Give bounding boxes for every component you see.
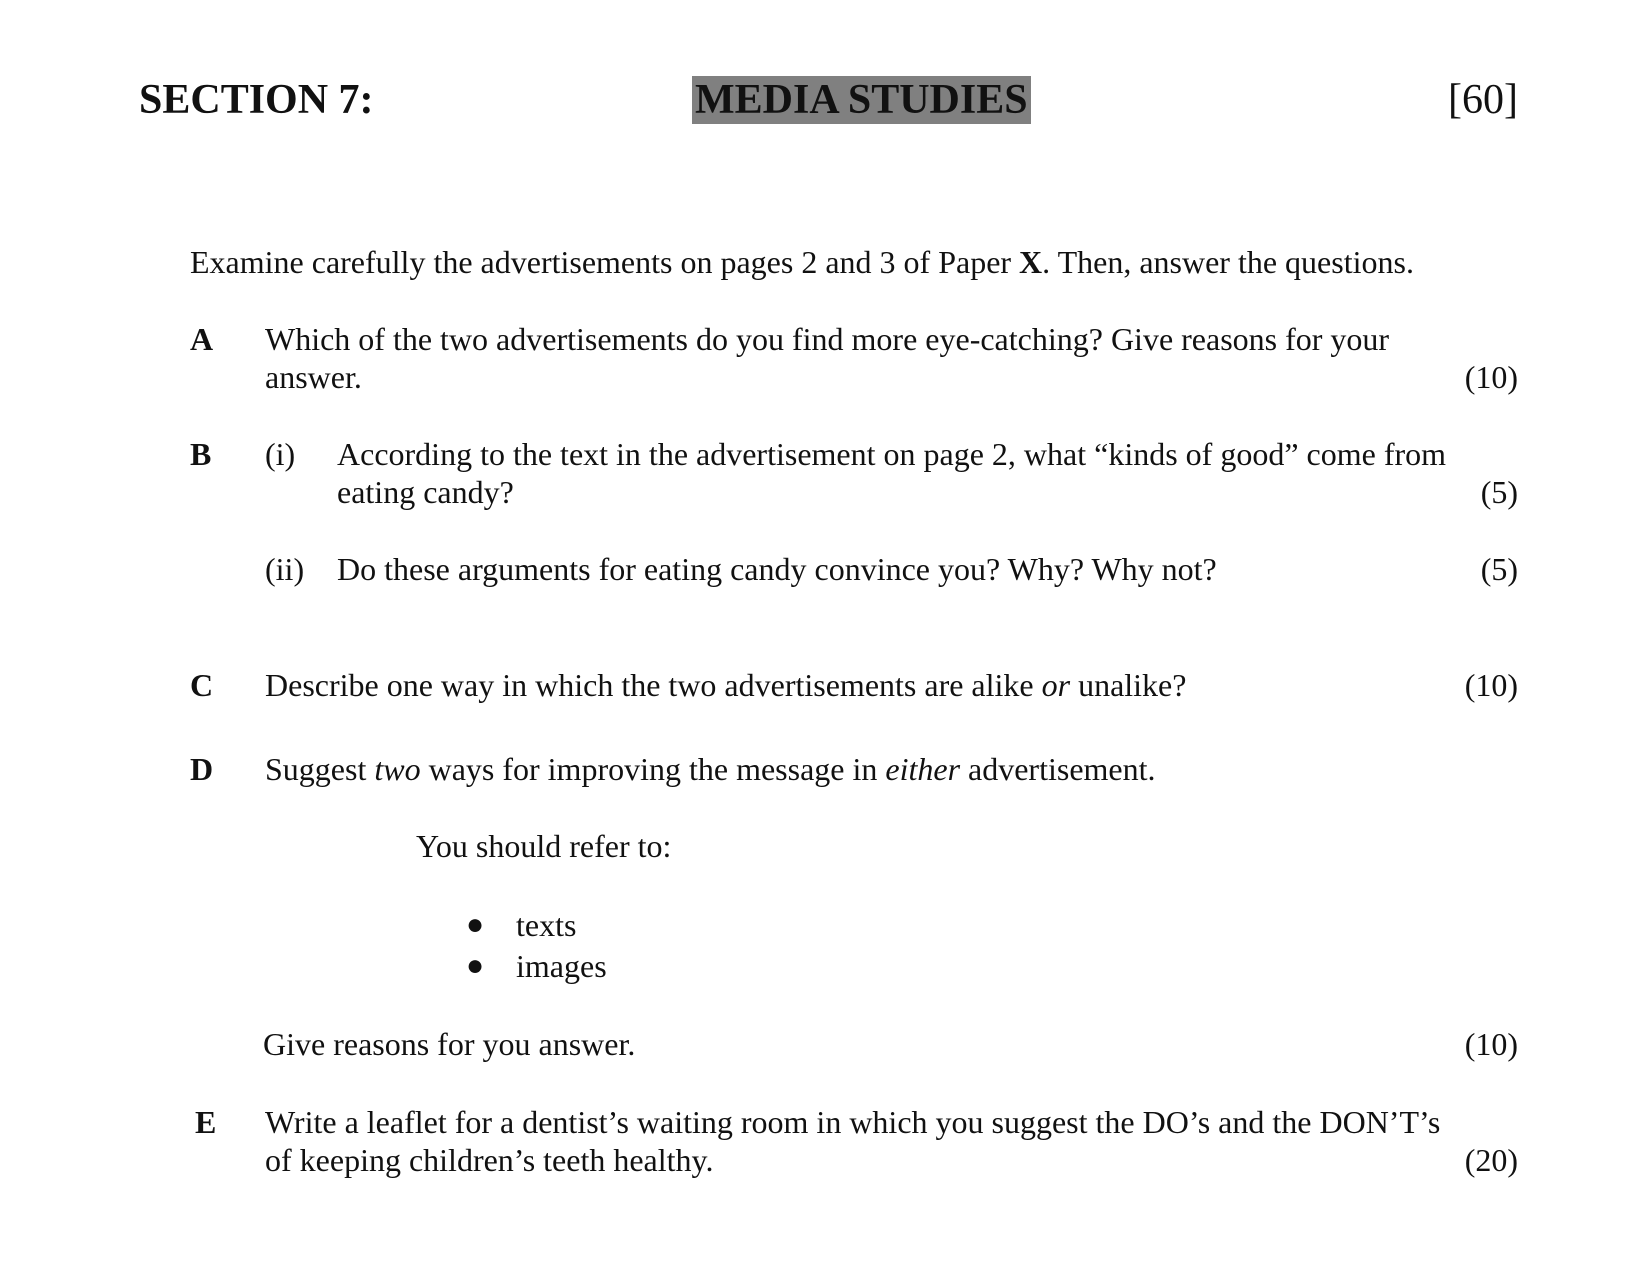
question-c-text-end: unalike? (1070, 667, 1187, 703)
question-d-marks: (10) (1464, 1026, 1518, 1062)
bullet-item: texts (516, 907, 577, 943)
question-a-line2: answer. (265, 359, 362, 395)
bullet-item: images (516, 948, 607, 984)
question-a-line1: Which of the two advertisements do you find more eye-catching? Give reasons for your (265, 321, 1390, 357)
section-label: SECTION 7: (139, 77, 374, 123)
question-b-part1-marks: (5) (1480, 474, 1518, 510)
question-d-text (265, 750, 1156, 788)
question-e-line2: of keeping children’s teeth healthy. (265, 1142, 714, 1178)
question-c-marks: (10) (1464, 667, 1518, 703)
question-c-label: C (190, 667, 214, 703)
total-marks: [60] (1448, 77, 1518, 123)
question-b-part1-number: (i) (265, 436, 296, 472)
bullet-icon: ● (466, 949, 485, 982)
question-e-marks: (20) (1464, 1142, 1518, 1178)
question-b-part1-line2: eating candy? (337, 474, 514, 510)
question-b-part2-marks: (5) (1480, 551, 1518, 587)
question-b-label: B (190, 436, 212, 472)
question-d-label: D (190, 751, 214, 787)
question-c-text-start: Describe one way in which the two advertisements are alike (265, 667, 1042, 703)
question-c-emphasis: or (1041, 667, 1071, 703)
question-e-label: E (195, 1104, 217, 1140)
question-d-text-2: ways for improving the message in (420, 751, 886, 787)
instructions-text-start: Examine carefully the advertisements on pages 2 and 3 of Paper (190, 244, 1020, 280)
bullet-icon: ● (466, 908, 485, 941)
question-b-part2-text: Do these arguments for eating candy convince you? Why? Why not? (337, 551, 1217, 587)
question-e-line1: Write a leaflet for a dentist’s waiting room in which you suggest the DO’s and the DON’T’s (265, 1104, 1441, 1140)
question-a-marks: (10) (1464, 359, 1518, 395)
instructions (190, 243, 1414, 281)
instructions-paper-id: X (1019, 244, 1043, 280)
question-b-part2-number: (ii) (265, 551, 305, 587)
question-d-refer: You should refer to: (416, 828, 672, 864)
question-d-reasons: Give reasons for you answer. (263, 1026, 636, 1062)
section-title: MEDIA STUDIES (692, 76, 1031, 124)
instructions-text-end: . Then, answer the questions. (1042, 244, 1414, 280)
question-d-text-3: advertisement. (960, 751, 1156, 787)
question-c-text (265, 666, 1186, 704)
question-d-emphasis-1: two (374, 751, 421, 787)
question-a-label: A (190, 321, 214, 357)
question-b-part1-line1: According to the text in the advertisement on page 2, what “kinds of good” come from (337, 436, 1447, 472)
question-d-text-1: Suggest (265, 751, 375, 787)
question-d-emphasis-2: either (885, 751, 961, 787)
